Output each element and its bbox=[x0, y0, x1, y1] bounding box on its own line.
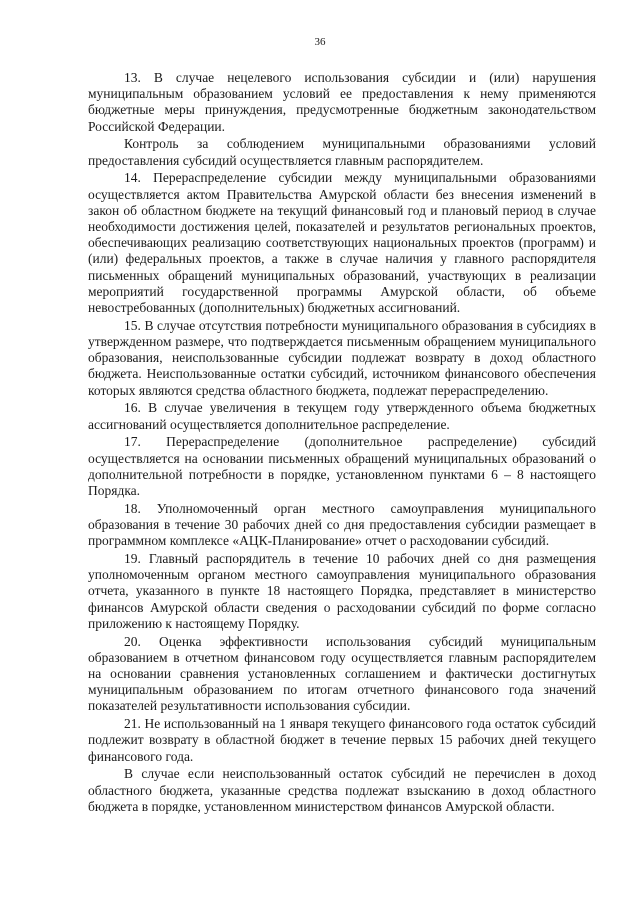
paragraph-15: 15. В случае отсутствия потребности муниципального образования в субсидиях в утвержденном размере, что подтверждается письменным обращением муниципального образования, неиспользованные субсидии подлежат возврату в доход областного бюджета. Неиспользованные остатки субсидий, источником финансового обеспечения которых являются средства областного бюджета, подлежат перераспределению. bbox=[88, 317, 596, 398]
paragraph-control: Контроль за соблюдением муниципальными образованиями условий предоставления субсидий осуществляется главным распорядителем. bbox=[88, 136, 596, 168]
paragraph-21: 21. Не использованный на 1 января текущего финансового года остаток субсидий подлежит возврату в областной бюджет в течение первых 15 рабочих дней текущего финансового года. bbox=[88, 716, 596, 764]
document-body bbox=[88, 70, 596, 817]
paragraph-14: 14. Перераспределение субсидии между муниципальными образованиями осуществляется актом Правительства Амурской области без внесения изменений в закон об областном бюджете на текущий финансовый год и плановый период в случае необходимости достижения целей, показателей и результатов региональных проектов, обеспечивающих реализацию соответствующих национальных проектов (программ) и (или) федеральных проектов, а также в случае наличия у главного распорядителя письменных обращений муниципальных образований, участвующих в реализации мероприятий государственной программы Амурской области, об объеме невостребованных (дополнительных) бюджетных ассигнований. bbox=[88, 170, 596, 316]
paragraph-18: 18. Уполномоченный орган местного самоуправления муниципального образования в течение 30 рабочих дней со дня предоставления субсидии размещает в программном комплексе «АЦК-Планирование» отчет о расходовании субсидий. bbox=[88, 500, 596, 549]
paragraph-recovery: В случае если неиспользованный остаток субсидий не перечислен в доход областного бюджета, указанные средства подлежат взысканию в доход областного бюджета в порядке, установленном министерством финансов Амурской области. bbox=[88, 766, 596, 814]
paragraph-16: 16. В случае увеличения в текущем году утвержденного объема бюджетных ассигнований осуществляется дополнительное распределение. bbox=[88, 400, 596, 432]
paragraph-17: 17. Перераспределение (дополнительное распределение) субсидий осуществляется на основании письменных обращений муниципальных образований о дополнительной потребности в порядке, установленном пунктами 6 – 8 настоящего Порядка. bbox=[88, 434, 596, 499]
paragraph-13: 13. В случае нецелевого использования субсидии и (или) нарушения муниципальным образованием условий ее предоставления к нему применяются бюджетные меры принуждения, предусмотренные бюджетным законодательством Российской Федерации. bbox=[88, 70, 596, 134]
paragraph-19: 19. Главный распорядитель в течение 10 рабочих дней со дня размещения уполномоченным органом местного самоуправления муниципального образования отчета, указанного в пункте 18 настоящего Порядка, представляет в министерство финансов Амурской области сведения о расходовании субсидий по форме согласно приложению к настоящему Порядку. bbox=[88, 551, 596, 631]
page-number: 36 bbox=[314, 36, 326, 48]
paragraph-20: 20. Оценка эффективности использования субсидий муниципальным образованием в отчетном финансовом году осуществляется главным распорядителем на основании сравнения установленных соглашением и фактически достигнутых муниципальным образованием по итогам отчетного финансового года значений показателей результативности использования субсидии. bbox=[88, 633, 596, 714]
